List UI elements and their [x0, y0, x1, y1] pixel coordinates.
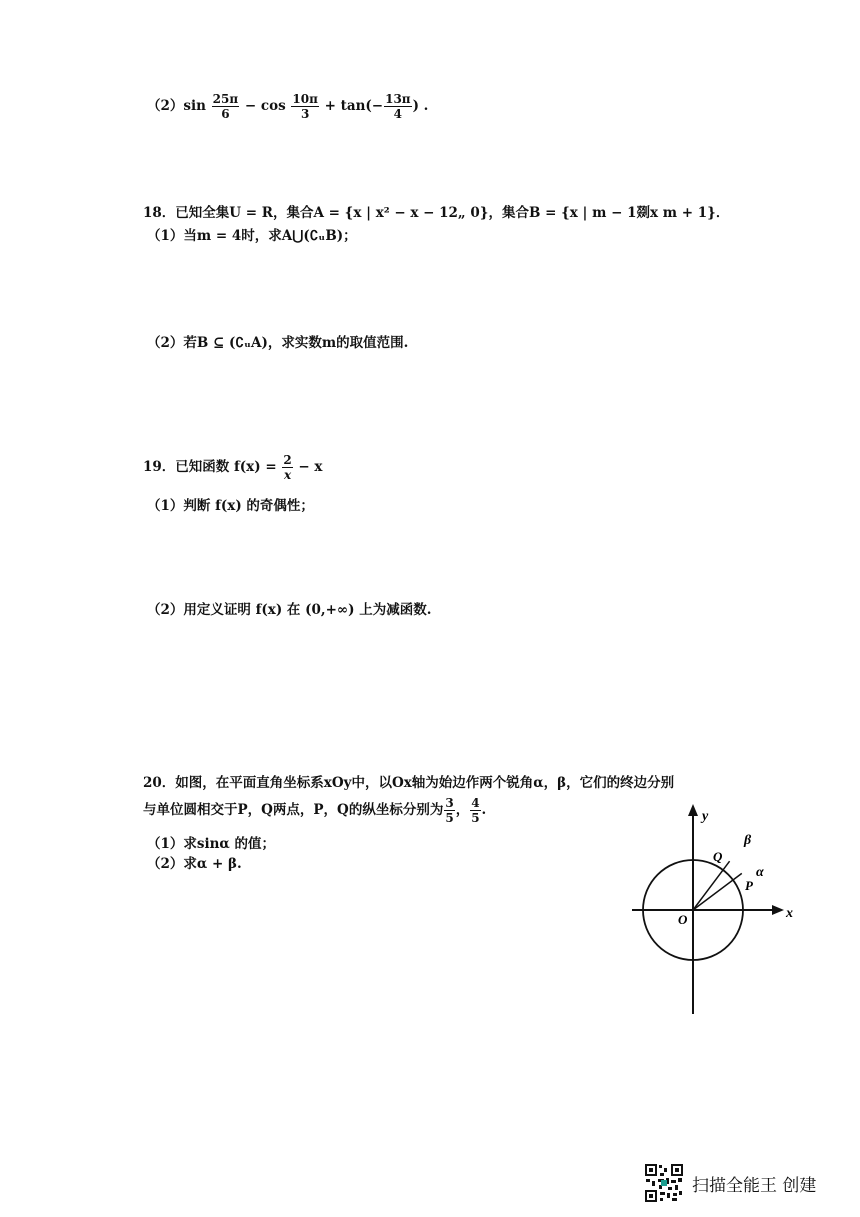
- x-axis-arrow: [772, 905, 784, 915]
- q17-cos: − cos: [244, 98, 286, 114]
- label-alpha: α: [756, 865, 764, 880]
- q17-frac2-num: 10π: [292, 92, 318, 106]
- q19-part1: （1）判断 f(x) 的奇偶性；: [147, 498, 314, 514]
- label-o: O: [678, 912, 688, 927]
- qr-code-icon: [644, 1163, 684, 1203]
- q20-frac1-den: 5: [445, 811, 454, 825]
- q18-part1: （1）当m = 4时，求A⋃(∁ᵤB)；: [147, 228, 357, 244]
- q19-frac-den: x: [283, 468, 292, 482]
- unit-circle-svg: [628, 798, 800, 1020]
- ray-alpha: [693, 873, 742, 910]
- ray-beta: [693, 861, 730, 910]
- q20-frac2: [470, 796, 480, 825]
- q19-stem-suffix: − x: [298, 459, 323, 475]
- q20-frac1: [444, 796, 454, 825]
- q19-stem: [143, 453, 322, 482]
- q17-frac1-num: 25π: [212, 92, 239, 106]
- q20-stem-line1: 20．如图，在平面直角坐标系xOy中，以Ox轴为始边作两个锐角α，β，它们的终边分别: [143, 775, 675, 791]
- q17-frac3-num: 13π: [385, 92, 411, 106]
- q17-frac2-den: 3: [300, 107, 310, 121]
- q20-part1: （1）求sinα 的值；: [147, 836, 276, 852]
- q20-sep: ，: [455, 802, 470, 818]
- q17-tan-open: + tan(−: [324, 98, 384, 114]
- q17-part2-label: （2）: [147, 98, 184, 114]
- q17-frac3-den: 4: [393, 107, 403, 121]
- q20-frac1-num: 3: [445, 796, 454, 810]
- q20-stem-line2-prefix: 与单位圆相交于P，Q两点，P，Q的纵坐标分别为: [143, 802, 444, 818]
- q19-part2: （2）用定义证明 f(x) 在 (0,+∞) 上为减函数.: [147, 602, 432, 618]
- label-x: x: [786, 906, 793, 921]
- q19-frac-num: 2: [283, 453, 292, 467]
- y-axis-arrow: [688, 804, 698, 816]
- q20-part2: （2）求α + β.: [147, 856, 242, 872]
- q17-frac2: [291, 92, 318, 121]
- label-p: P: [745, 878, 753, 893]
- q17-frac1-den: 6: [221, 107, 230, 121]
- q19-stem-prefix: 19．已知函数 f(x) =: [143, 459, 277, 475]
- q18-stem: 18．已知全集U = R，集合A = {x | x² − x − 12„ 0}，集合B = {x | m − 1剟x m + 1}．: [143, 205, 730, 221]
- q20-stem-line2: [143, 796, 486, 825]
- q17-tan-close: ) .: [412, 98, 429, 114]
- q20-frac2-num: 4: [471, 796, 480, 810]
- footer-watermark: [644, 1163, 816, 1203]
- label-y: y: [702, 809, 709, 824]
- q17-part2: [147, 92, 428, 121]
- label-q: Q: [713, 849, 723, 864]
- q19-frac: [282, 453, 292, 482]
- label-beta: β: [744, 833, 752, 848]
- q17-frac3: [384, 92, 411, 121]
- q17-frac1: [212, 92, 239, 121]
- unit-circle-figure: [628, 798, 800, 1020]
- footer-text: 扫描全能王 创建: [692, 1175, 817, 1196]
- q20-stem-line2-suffix: .: [481, 802, 487, 818]
- q17-sin: sin: [183, 98, 206, 114]
- q18-part2: （2）若B ⊆ (∁ᵤA)，求实数m的取值范围.: [147, 335, 409, 351]
- q20-frac2-den: 5: [471, 811, 480, 825]
